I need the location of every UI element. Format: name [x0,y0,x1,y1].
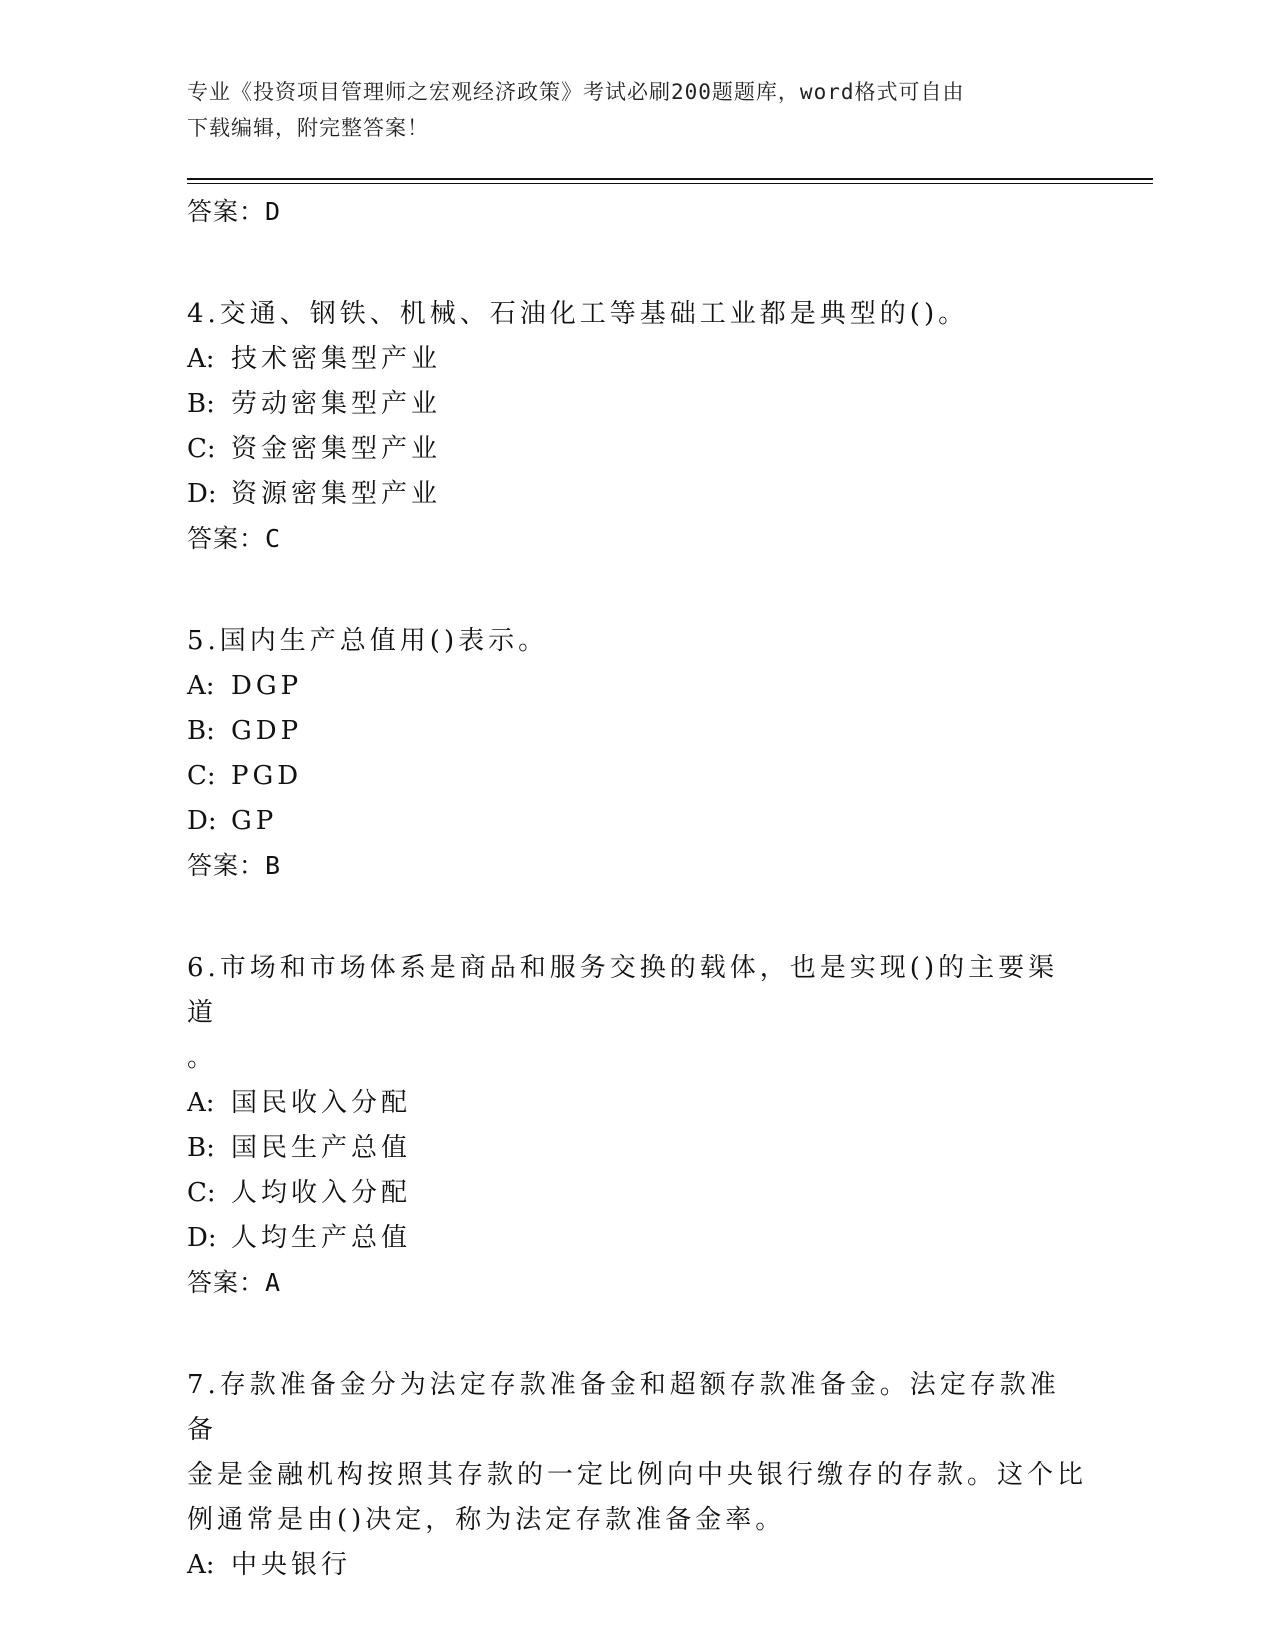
option-a: A: 国民收入分配 [187,1088,412,1118]
question-5 [187,619,1087,888]
question-7 [187,1363,1087,1588]
option-list [187,664,1087,844]
question-text-line-1: 7.存款准备金分为法定存款准备金和超额存款准备金。法定存款准备 [187,1370,1060,1445]
question-text-line-2: 。 [187,1043,218,1073]
header-divider-thin [187,183,1153,184]
question-6 [187,946,1087,1305]
question-text-line-2: 金是金融机构按照其存款的一定比例向中央银行缴存的存款。这个比 [187,1460,1088,1490]
question-text-line-1: 6.市场和市场体系是商品和服务交换的载体，也是实现()的主要渠道 [187,953,1059,1028]
option-a: A: 中央银行 [187,1550,352,1580]
option-list [187,337,1087,517]
question-list [187,190,1087,1588]
option-list [187,1081,1087,1261]
question-text: 5.国内生产总值用()表示。 [187,626,549,656]
document-header [187,74,1087,146]
answer-label: 答案：D [187,197,282,226]
option-a: A: DGP [187,671,303,701]
question-text-line-3: 例通常是由()决定，称为法定存款准备金率。 [187,1505,786,1535]
header-divider-thick [187,178,1153,180]
option-c: C: 人均收入分配 [187,1178,412,1208]
answer-label: 答案：A [187,1268,282,1297]
option-c: C: 资金密集型产业 [187,434,442,464]
option-a: A: 技术密集型产业 [187,344,442,374]
question-text: 4.交通、钢铁、机械、石油化工等基础工业都是典型的()。 [187,299,969,329]
option-d: D: GP [187,806,278,836]
question-4 [187,292,1087,561]
answer-label: 答案：C [187,524,282,553]
option-b: B: 国民生产总值 [187,1133,412,1163]
option-d: D: 人均生产总值 [187,1223,412,1253]
option-b: B: GDP [187,716,303,746]
header-line-1: 专业《投资项目管理师之宏观经济政策》考试必刷200题题库，word格式可自由 [187,80,965,104]
header-line-2: 下载编辑，附完整答案！ [187,116,429,140]
answer-label: 答案：B [187,851,282,880]
option-list [187,1543,1087,1588]
option-d: D: 资源密集型产业 [187,479,442,509]
option-c: C: PGD [187,761,303,791]
option-b: B: 劳动密集型产业 [187,389,442,419]
